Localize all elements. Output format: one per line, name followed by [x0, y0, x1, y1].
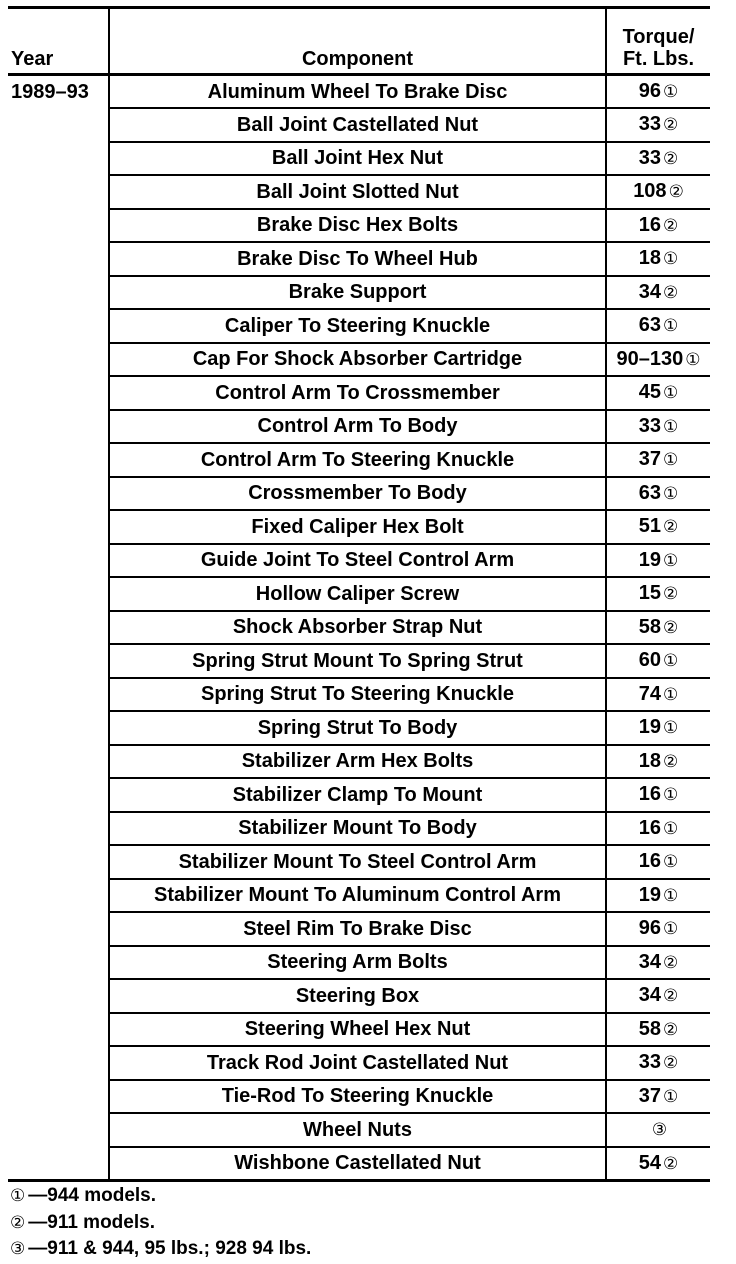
footnote-mark: ① [685, 349, 701, 369]
torque-value: 37 [638, 448, 661, 471]
torque-value: 58 [638, 1017, 661, 1040]
table-row [8, 979, 710, 1013]
torque-value: 16 [638, 816, 661, 839]
table-row [8, 309, 710, 343]
component-cell: Spring Strut To Steering Knuckle [109, 678, 606, 712]
component-cell: Stabilizer Mount To Steel Control Arm [109, 845, 606, 879]
torque-cell [606, 343, 710, 377]
component-cell: Steering Wheel Hex Nut [109, 1013, 606, 1047]
torque-value: 19 [638, 716, 661, 739]
torque-header-line2: Ft. Lbs. [622, 48, 695, 70]
footnote-text: —944 models. [28, 1185, 157, 1206]
component-cell: Stabilizer Clamp To Mount [109, 778, 606, 812]
footnote-mark: ② [663, 148, 679, 168]
footnote-mark: ① [663, 785, 679, 805]
component-cell: Crossmember To Body [109, 477, 606, 511]
torque-value: 60 [638, 649, 661, 672]
component-cell: Brake Disc To Wheel Hub [109, 242, 606, 276]
footnote-mark: ① [663, 718, 679, 738]
table-row [8, 175, 710, 209]
table-row [8, 1113, 710, 1147]
footnote-mark: ① [663, 416, 679, 436]
torque-value: 15 [638, 582, 661, 605]
component-cell: Wheel Nuts [109, 1113, 606, 1147]
component-cell: Steering Box [109, 979, 606, 1013]
table-row [8, 644, 710, 678]
table-header-row [8, 8, 710, 75]
component-cell: Shock Absorber Strap Nut [109, 611, 606, 645]
component-cell: Stabilizer Mount To Aluminum Control Arm [109, 879, 606, 913]
footnote-mark: ① [663, 919, 679, 939]
footnote-mark: ① [663, 483, 679, 503]
table-row [8, 611, 710, 645]
torque-cell [606, 209, 710, 243]
table-row [8, 778, 710, 812]
component-cell: Brake Support [109, 276, 606, 310]
table-row [8, 1147, 710, 1181]
footnote-mark: ② [663, 584, 679, 604]
torque-value: 19 [638, 883, 661, 906]
torque-value: 96 [638, 80, 661, 102]
footnote-line [10, 1236, 311, 1263]
footnote-mark: ① [663, 450, 679, 470]
torque-cell [606, 1113, 710, 1147]
component-cell: Spring Strut To Body [109, 711, 606, 745]
footnote-text: —911 & 944, 95 lbs.; 928 94 lbs. [28, 1238, 312, 1259]
table-row [8, 577, 710, 611]
torque-value: 18 [638, 749, 661, 772]
table-body [8, 75, 710, 1181]
footnotes [10, 1183, 311, 1263]
footnote-mark: ① [663, 818, 679, 838]
footnote-mark: ② [668, 182, 684, 202]
torque-value: 33 [638, 113, 661, 136]
torque-cell [606, 242, 710, 276]
component-cell: Ball Joint Castellated Nut [109, 108, 606, 142]
torque-cell [606, 644, 710, 678]
footnote-line [10, 1210, 311, 1237]
torque-value: 16 [638, 213, 661, 236]
torque-cell [606, 309, 710, 343]
torque-value: 37 [638, 1084, 661, 1107]
torque-cell [606, 1080, 710, 1114]
table-row [8, 678, 710, 712]
footnote-mark: ① [663, 316, 679, 336]
footnote-mark: ① [663, 82, 679, 101]
component-cell: Ball Joint Hex Nut [109, 142, 606, 176]
component-cell: Wishbone Castellated Nut [109, 1147, 606, 1181]
torque-cell [606, 443, 710, 477]
torque-value: 34 [638, 280, 661, 303]
footnote-mark: ① [663, 852, 679, 872]
footnote-mark: ② [663, 617, 679, 637]
torque-value: 74 [638, 682, 661, 705]
table-row [8, 142, 710, 176]
torque-cell [606, 1147, 710, 1181]
torque-cell [606, 108, 710, 142]
component-cell: Track Rod Joint Castellated Nut [109, 1046, 606, 1080]
torque-value: 33 [638, 414, 661, 437]
table-row [8, 410, 710, 444]
torque-value: 34 [638, 950, 661, 973]
torque-cell [606, 812, 710, 846]
torque-cell [606, 75, 710, 109]
torque-cell [606, 1046, 710, 1080]
footnote-mark: ③ [10, 1239, 26, 1258]
torque-cell [606, 611, 710, 645]
table-row [8, 343, 710, 377]
torque-cell [606, 175, 710, 209]
table-row [8, 1080, 710, 1114]
component-cell: Steering Arm Bolts [109, 946, 606, 980]
component-cell: Control Arm To Steering Knuckle [109, 443, 606, 477]
component-cell: Hollow Caliper Screw [109, 577, 606, 611]
component-cell: Caliper To Steering Knuckle [109, 309, 606, 343]
torque-cell [606, 778, 710, 812]
footnote-mark: ② [10, 1212, 26, 1232]
torque-value: 18 [638, 247, 661, 270]
footnote-mark: ① [663, 550, 679, 570]
torque-cell [606, 946, 710, 980]
torque-spec-sheet [8, 6, 710, 1182]
torque-value: 45 [638, 381, 661, 404]
component-cell: Stabilizer Arm Hex Bolts [109, 745, 606, 779]
footnote-text: —911 models. [28, 1211, 155, 1233]
torque-cell [606, 142, 710, 176]
torque-value: 54 [638, 1151, 661, 1174]
year-cell: 1989–93 [8, 75, 109, 1181]
table-row [8, 376, 710, 410]
torque-value: 33 [638, 1051, 661, 1074]
footnote-line [10, 1183, 311, 1210]
table-row [8, 75, 710, 109]
torque-cell [606, 510, 710, 544]
table-row [8, 879, 710, 913]
footnote-mark: ① [10, 1186, 26, 1205]
torque-cell [606, 879, 710, 913]
component-header: Component [109, 8, 606, 75]
torque-cell [606, 912, 710, 946]
table-row [8, 1046, 710, 1080]
component-cell: Steel Rim To Brake Disc [109, 912, 606, 946]
table-row [8, 544, 710, 578]
torque-value: 63 [638, 314, 661, 337]
footnote-mark: ① [663, 651, 679, 671]
torque-header [606, 8, 710, 75]
torque-value: 58 [638, 615, 661, 638]
component-cell: Stabilizer Mount To Body [109, 812, 606, 846]
torque-cell [606, 845, 710, 879]
table-row [8, 443, 710, 477]
torque-cell [606, 544, 710, 578]
torque-value: 16 [638, 783, 661, 806]
component-cell: Brake Disc Hex Bolts [109, 209, 606, 243]
footnote-mark: ② [663, 517, 679, 537]
torque-value: 33 [638, 146, 661, 169]
torque-value: 108 [633, 180, 667, 203]
component-cell: Fixed Caliper Hex Bolt [109, 510, 606, 544]
torque-value: 96 [638, 917, 661, 940]
torque-table [8, 6, 710, 1182]
table-row [8, 1013, 710, 1047]
table-row [8, 108, 710, 142]
torque-value: 16 [638, 850, 661, 873]
table-row [8, 845, 710, 879]
torque-cell [606, 276, 710, 310]
footnote-mark: ① [663, 383, 679, 403]
torque-value: 34 [638, 984, 661, 1007]
table-row [8, 477, 710, 511]
footnote-mark: ② [663, 986, 679, 1006]
component-cell: Guide Joint To Steel Control Arm [109, 544, 606, 578]
table-row [8, 812, 710, 846]
footnote-mark: ③ [651, 1120, 668, 1140]
torque-cell [606, 410, 710, 444]
table-row [8, 242, 710, 276]
torque-cell [606, 979, 710, 1013]
table-row [8, 510, 710, 544]
torque-cell [606, 376, 710, 410]
torque-cell [606, 1013, 710, 1047]
footnote-mark: ② [663, 952, 679, 972]
table-row [8, 745, 710, 779]
torque-value: 63 [638, 481, 661, 504]
component-cell: Cap For Shock Absorber Cartridge [109, 343, 606, 377]
torque-value: 51 [638, 515, 661, 538]
torque-cell [606, 711, 710, 745]
table-row [8, 946, 710, 980]
component-cell: Control Arm To Body [109, 410, 606, 444]
component-cell: Tie-Rod To Steering Knuckle [109, 1080, 606, 1114]
footnote-mark: ② [663, 215, 679, 235]
table-row [8, 276, 710, 310]
component-cell: Ball Joint Slotted Nut [109, 175, 606, 209]
footnote-mark: ① [663, 249, 679, 269]
footnote-mark: ② [663, 1019, 679, 1039]
footnote-mark: ② [663, 115, 679, 135]
footnote-mark: ① [663, 885, 679, 905]
footnote-mark: ② [663, 751, 679, 771]
torque-cell [606, 577, 710, 611]
table-row [8, 209, 710, 243]
component-cell: Spring Strut Mount To Spring Strut [109, 644, 606, 678]
torque-cell [606, 477, 710, 511]
footnote-mark: ② [663, 1153, 679, 1173]
component-cell: Control Arm To Crossmember [109, 376, 606, 410]
torque-header-line1: Torque/ [622, 26, 695, 48]
footnote-mark: ① [663, 1086, 679, 1106]
table-row [8, 711, 710, 745]
component-cell: Aluminum Wheel To Brake Disc [109, 75, 606, 109]
torque-value: 90–130 [616, 347, 684, 370]
year-header: Year [8, 8, 109, 75]
table-row [8, 912, 710, 946]
footnote-mark: ① [663, 684, 679, 704]
footnote-mark: ② [663, 1053, 679, 1073]
torque-cell [606, 745, 710, 779]
torque-value: 19 [638, 548, 661, 571]
footnote-mark: ② [663, 282, 679, 302]
torque-cell [606, 678, 710, 712]
